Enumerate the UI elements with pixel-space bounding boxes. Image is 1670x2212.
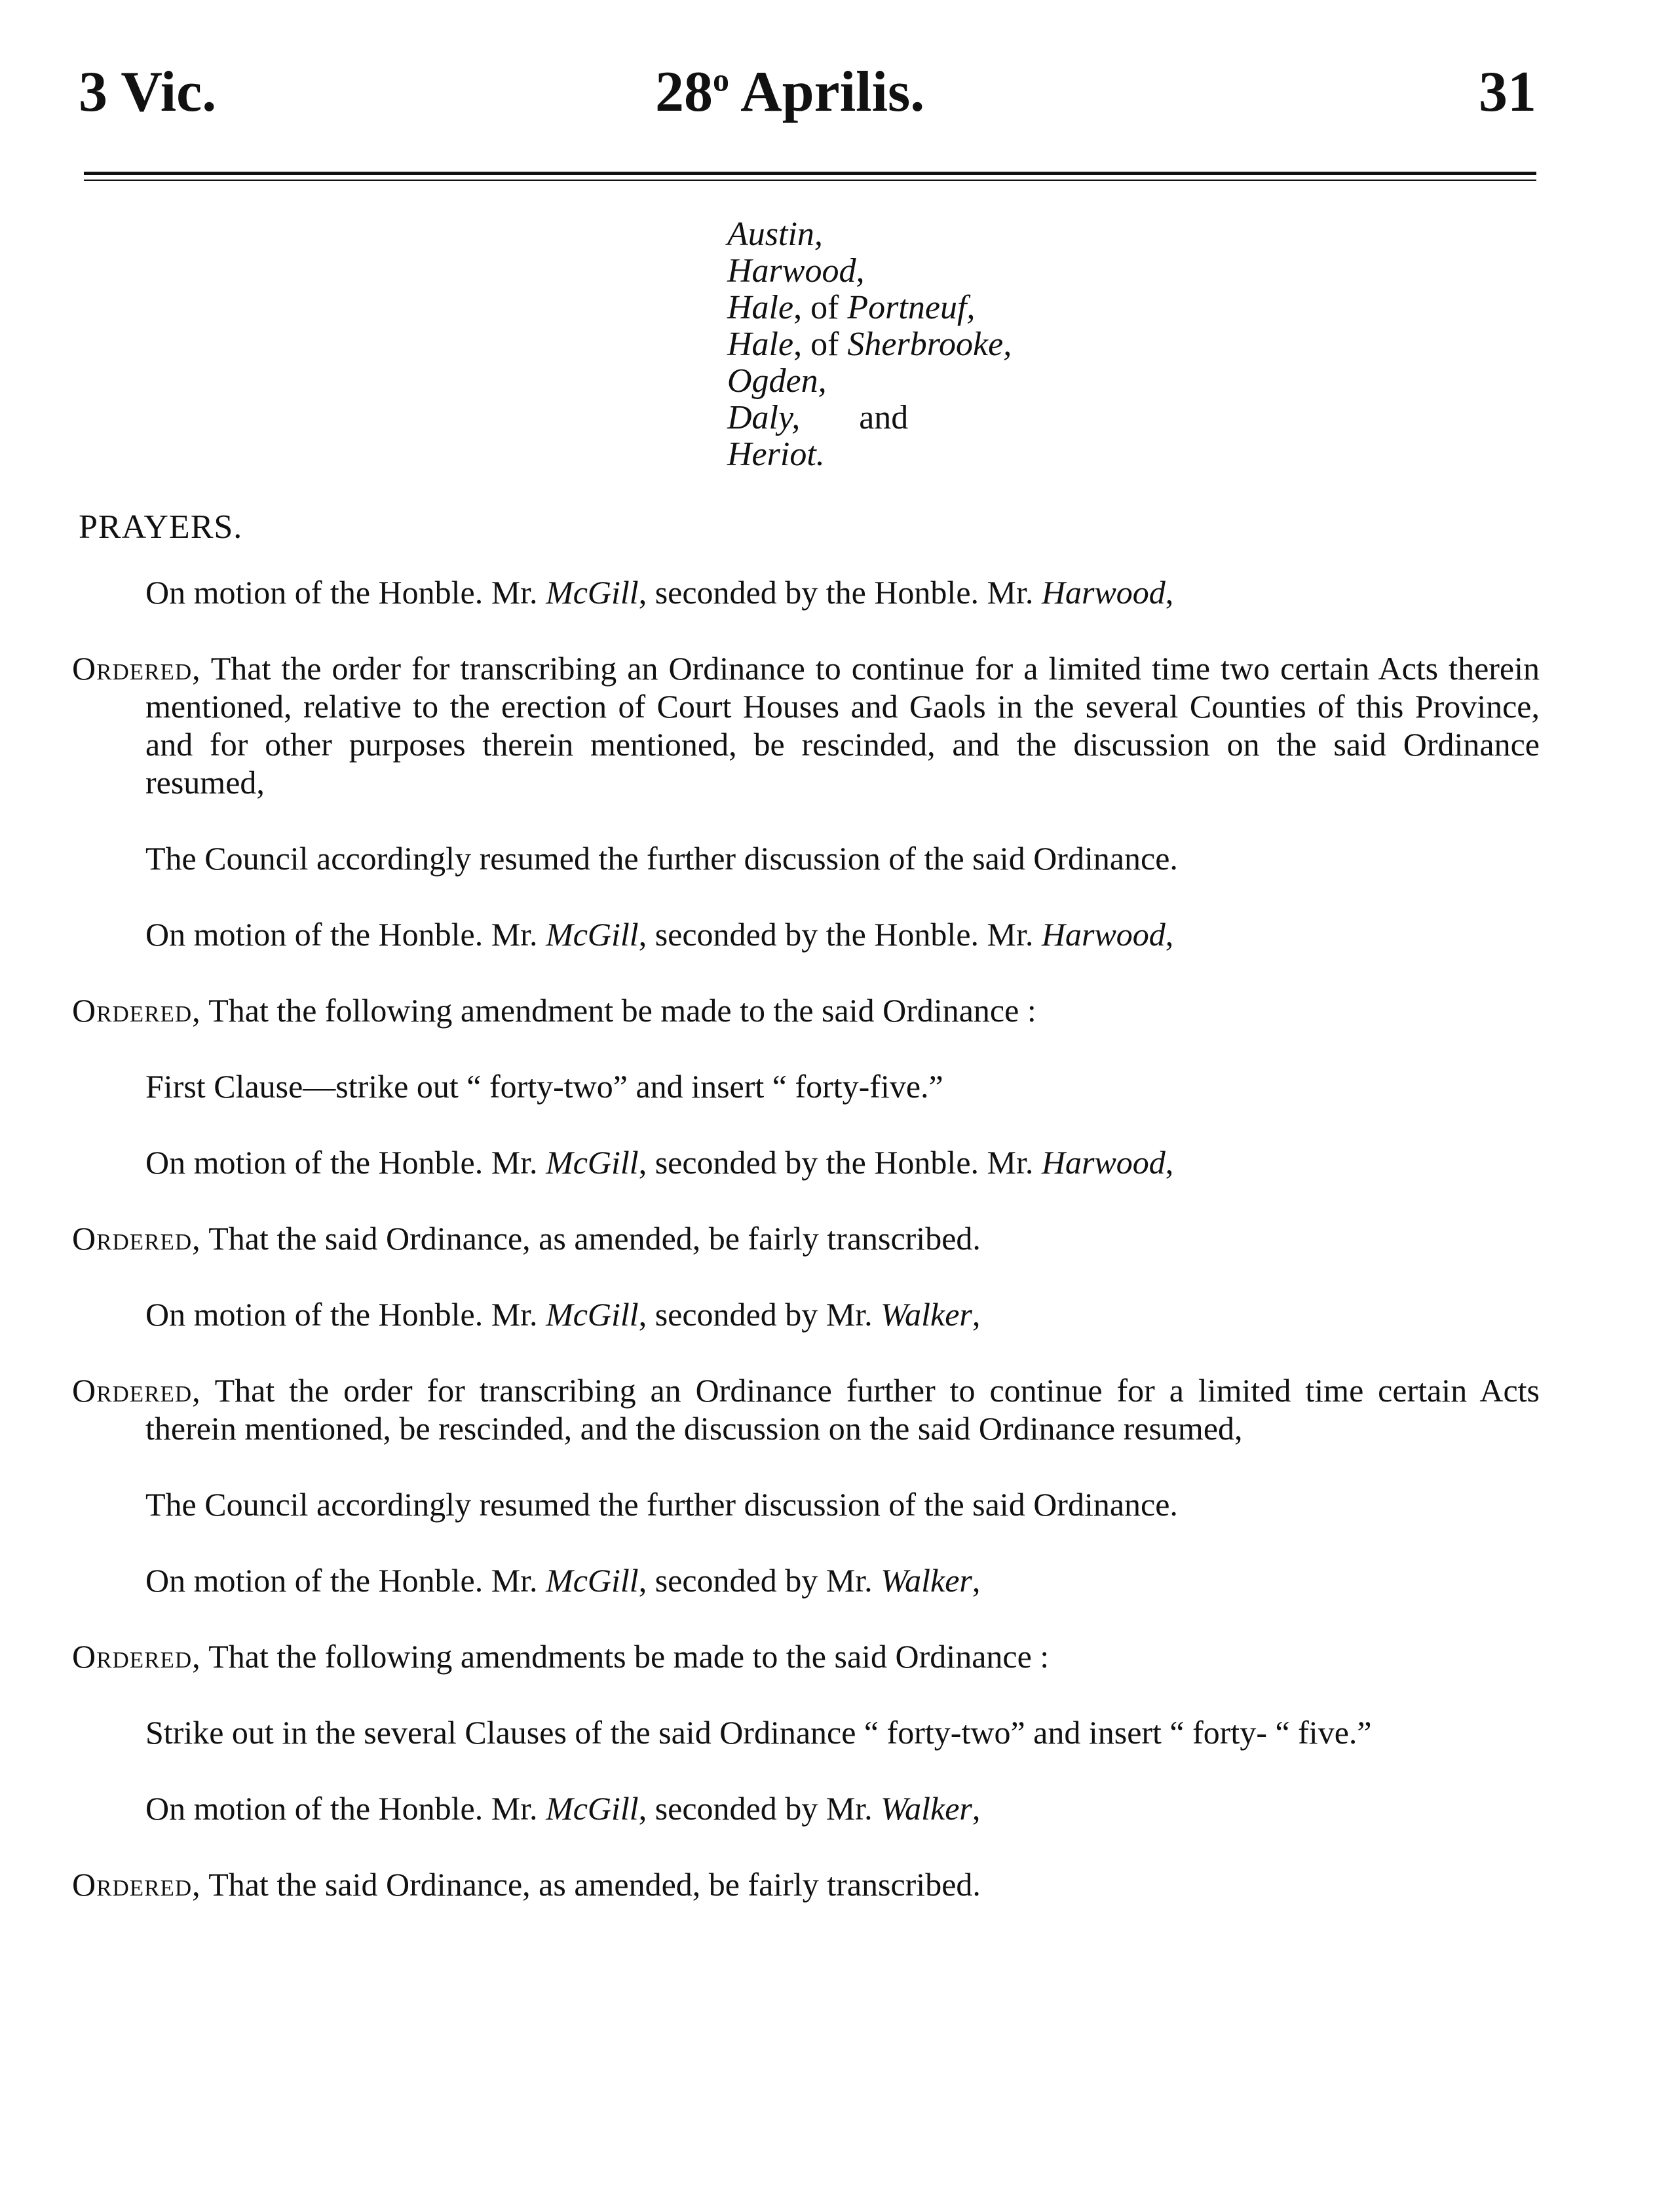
motion-prefix: On motion of the Honble. Mr. <box>145 574 546 611</box>
motion-seconded: , seconded by Mr. <box>638 1790 881 1827</box>
proceeding-note: The Council accordingly resumed the further discussion of the said Ordinance. <box>145 840 1178 877</box>
member-name <box>727 400 1012 436</box>
amendment-text: Strike out in the several Clauses of the said Ordinance “ forty-two” and insert “ forty- “ five.” <box>145 1714 1372 1751</box>
motion-seconded: , seconded by Mr. <box>638 1562 881 1599</box>
member-surname: Austin <box>727 216 814 253</box>
member-surname: Harwood <box>727 252 856 290</box>
member-surname: Hale <box>727 289 794 326</box>
member-of: , of <box>793 326 848 363</box>
ordered-word: Ordered, <box>72 1866 201 1903</box>
motion-prefix: On motion of the Honble. Mr. <box>145 916 546 953</box>
motion-line <box>72 573 1540 611</box>
session-date <box>655 59 924 125</box>
resolution-text: That the said Ordinance, as amended, be fairly transcribed. <box>200 1866 981 1903</box>
member-surname: Heriot <box>727 436 816 473</box>
member-punct: , <box>966 289 976 326</box>
motion-prefix: On motion of the Honble. Mr. <box>145 1296 546 1333</box>
seconder-name: Harwood <box>1041 916 1166 953</box>
member-surname: Daly <box>727 399 792 436</box>
ordered-word: Ordered, <box>72 992 201 1029</box>
seconder-name: Walker <box>881 1296 972 1333</box>
ordered-resolution <box>72 1865 1540 1903</box>
motion-punct: , <box>1165 574 1174 611</box>
member-place: Sherbrooke <box>847 326 1004 363</box>
motion-prefix: On motion of the Honble. Mr. <box>145 1144 546 1181</box>
prayers-heading: PRAYERS. <box>79 508 243 546</box>
member-name <box>727 326 1012 363</box>
ordered-resolution <box>72 991 1540 1029</box>
member-punct: . <box>816 436 825 473</box>
mover-name: McGill <box>546 916 639 953</box>
member-punct: , <box>791 399 801 436</box>
motion-punct: , <box>1165 1144 1174 1181</box>
mover-name: McGill <box>546 1296 639 1333</box>
member-punct: , <box>856 252 865 290</box>
ordered-resolution <box>72 1637 1540 1675</box>
date-day: 28 <box>655 60 713 124</box>
resolution-text: That the order for transcribing an Ordinance further to continue for a limited time certain Acts therein mentioned, be rescinded, and the discussion on the said Ordinance resumed, <box>145 1372 1540 1447</box>
member-punct: , <box>814 216 823 253</box>
mover-name: McGill <box>546 574 639 611</box>
resolution-text: That the said Ordinance, as amended, be fairly transcribed. <box>200 1220 981 1257</box>
member-and: and <box>859 399 909 436</box>
motion-seconded: , seconded by Mr. <box>638 1296 881 1333</box>
member-surname: Ogden <box>727 362 818 400</box>
motion-line <box>72 1143 1540 1181</box>
motion-prefix: On motion of the Honble. Mr. <box>145 1790 546 1827</box>
ordered-word: Ordered, <box>72 1372 201 1409</box>
ordered-resolution <box>72 649 1540 801</box>
ordered-resolution <box>72 1219 1540 1257</box>
proceedings <box>72 573 1540 1941</box>
motion-punct: , <box>972 1562 981 1599</box>
resolution-text: That the following amendment be made to the said Ordinance : <box>200 992 1036 1029</box>
member-punct: , <box>1003 326 1012 363</box>
motion-line <box>72 1295 1540 1333</box>
motion-punct: , <box>972 1790 981 1827</box>
motion-prefix: On motion of the Honble. Mr. <box>145 1562 546 1599</box>
proceeding-note: First Clause—strike out “ forty-two” and insert “ forty-five.” <box>145 1068 943 1105</box>
member-surname: Hale <box>727 326 794 363</box>
member-name <box>727 436 1012 473</box>
resolution-text: That the following amendments be made to the said Ordinance : <box>200 1638 1050 1675</box>
member-place: Portneuf <box>847 289 967 326</box>
ordered-word: Ordered, <box>72 650 201 687</box>
mover-name: McGill <box>546 1562 639 1599</box>
motion-punct: , <box>1165 916 1174 953</box>
motion-line <box>72 915 1540 953</box>
members-present-list <box>727 216 1012 473</box>
mover-name: McGill <box>546 1790 639 1827</box>
date-month: Aprilis. <box>740 60 925 124</box>
ordered-resolution <box>72 1371 1540 1447</box>
ordered-word: Ordered, <box>72 1638 201 1675</box>
mover-name: McGill <box>546 1144 639 1181</box>
resolution-text: That the order for transcribing an Ordinance to continue for a limited time two certain Acts therein mentioned, relative to the erection of Court Houses and Gaols in the several Counties of this Province, and for other purposes therein mentioned, be rescinded, and the discussion on the said Ordinance resumed, <box>145 650 1540 801</box>
running-head <box>79 59 1536 131</box>
motion-seconded: , seconded by the Honble. Mr. <box>638 916 1042 953</box>
ordered-word: Ordered, <box>72 1220 201 1257</box>
motion-seconded: , seconded by the Honble. Mr. <box>638 1144 1042 1181</box>
motion-seconded: , seconded by the Honble. Mr. <box>638 574 1042 611</box>
page-number: 31 <box>1479 60 1536 124</box>
member-of: , of <box>793 289 848 326</box>
seconder-name: Walker <box>881 1562 972 1599</box>
seconder-name: Walker <box>881 1790 972 1827</box>
member-name <box>727 253 1012 290</box>
header-rule <box>84 172 1536 175</box>
regnal-year: 3 Vic. <box>79 60 217 124</box>
motion-punct: , <box>972 1296 981 1333</box>
member-name <box>727 216 1012 253</box>
motion-line <box>72 1561 1540 1599</box>
member-punct: , <box>818 362 827 400</box>
motion-line <box>72 1789 1540 1827</box>
header-rule-thin <box>84 180 1536 181</box>
proceeding-note: The Council accordingly resumed the further discussion of the said Ordinance. <box>145 1486 1178 1523</box>
seconder-name: Harwood <box>1041 574 1166 611</box>
date-ordinal: o <box>713 61 729 98</box>
member-name <box>727 290 1012 326</box>
member-name <box>727 363 1012 400</box>
seconder-name: Harwood <box>1041 1144 1166 1181</box>
